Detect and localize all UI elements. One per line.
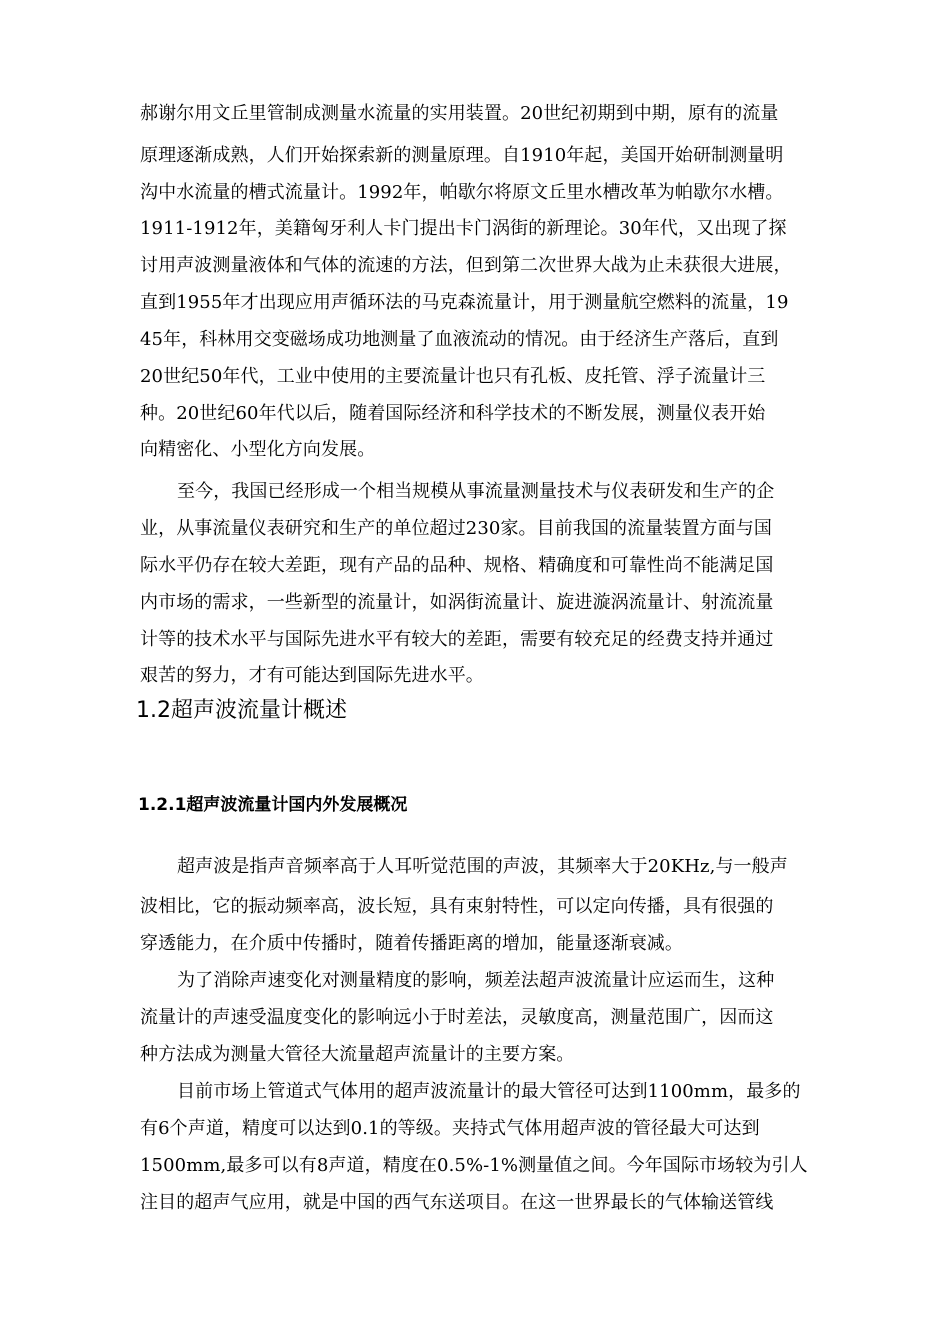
text-line: 注目的超声气应用，就是中国的西气东送项目。在这一世界最长的气体输送管线 — [140, 1192, 774, 1213]
text-line: 超声波是指声音频率高于人耳听觉范围的声波，其频率大于20KHz,与一般声 — [177, 856, 788, 877]
text-line: 艰苦的努力，才有可能达到国际先进水平。 — [140, 665, 484, 686]
text-line: 20世纪50年代，工业中使用的主要流量计也只有孔板、皮托管、浮子流量计三 — [140, 366, 766, 387]
text-line: 种。20世纪60年代以后，随着国际经济和科学技术的不断发展，测量仪表开始 — [140, 403, 766, 424]
text-line: 1500mm,最多可以有8声道，精度在0.5%-1%测量值之间。今年国际市场较为引人 — [140, 1155, 808, 1176]
text-line: 内市场的需求，一些新型的流量计，如涡街流量计、旋进漩涡流量计、射流流量 — [140, 592, 774, 613]
text-line: 有6个声道，精度可以达到0.1的等级。夹持式气体用超声波的管径最大可达到 — [140, 1118, 760, 1139]
section-heading: 1.2超声波流量计概述 — [136, 698, 347, 723]
text-line: 1911-1912年，美籍匈牙利人卡门提出卡门涡街的新理论。30年代，又出现了探 — [140, 218, 787, 239]
text-line: 波相比，它的振动频率高，波长短，具有束射特性，可以定向传播，具有很强的 — [140, 896, 774, 917]
text-line: 原理逐渐成熟，人们开始探索新的测量原理。自1910年起，美国开始研制测量明 — [140, 145, 784, 166]
text-line: 为了消除声速变化对测量精度的影响，频差法超声波流量计应运而生，这种 — [177, 970, 775, 991]
text-line: 种方法成为测量大管径大流量超声流量计的主要方案。 — [140, 1044, 575, 1065]
text-line: 计等的技术水平与国际先进水平有较大的差距，需要有较充足的经费支持并通过 — [140, 629, 774, 650]
text-line: 流量计的声速受温度变化的影响远小于时差法，灵敏度高，测量范围广，因而这 — [140, 1007, 774, 1028]
text-line: 穿透能力，在介质中传播时，随着传播距离的增加，能量逐渐衰减。 — [140, 933, 683, 954]
text-line: 45年，科林用交变磁场成功地测量了血液流动的情况。由于经济生产落后，直到 — [140, 329, 779, 350]
text-line: 郝谢尔用文丘里管制成测量水流量的实用装置。20世纪初期到中期，原有的流量 — [140, 103, 779, 124]
text-line: 业，从事流量仪表研究和生产的单位超过230家。目前我国的流量装置方面与国 — [140, 518, 772, 539]
text-line: 直到1955年才出现应用声循环法的马克森流量计，用于测量航空燃料的流量，19 — [140, 292, 789, 313]
text-line: 际水平仍存在较大差距，现有产品的品种、规格、精确度和可靠性尚不能满足国 — [140, 555, 774, 576]
text-line: 向精密化、小型化方向发展。 — [140, 439, 376, 460]
subsection-heading: 1.2.1超声波流量计国内外发展概况 — [138, 795, 408, 815]
text-line: 沟中水流量的槽式流量计。1992年，帕歇尔将原文丘里水槽改革为帕歇尔水槽。 — [140, 182, 784, 203]
text-line: 目前市场上管道式气体用的超声波流量计的最大管径可达到1100mm，最多的 — [177, 1081, 801, 1102]
text-line: 至今，我国已经形成一个相当规模从事流量测量技术与仪表研发和生产的企 — [177, 481, 775, 502]
text-line: 讨用声波测量液体和气体的流速的方法，但到第二次世界大战为止未获很大进展， — [140, 255, 792, 276]
